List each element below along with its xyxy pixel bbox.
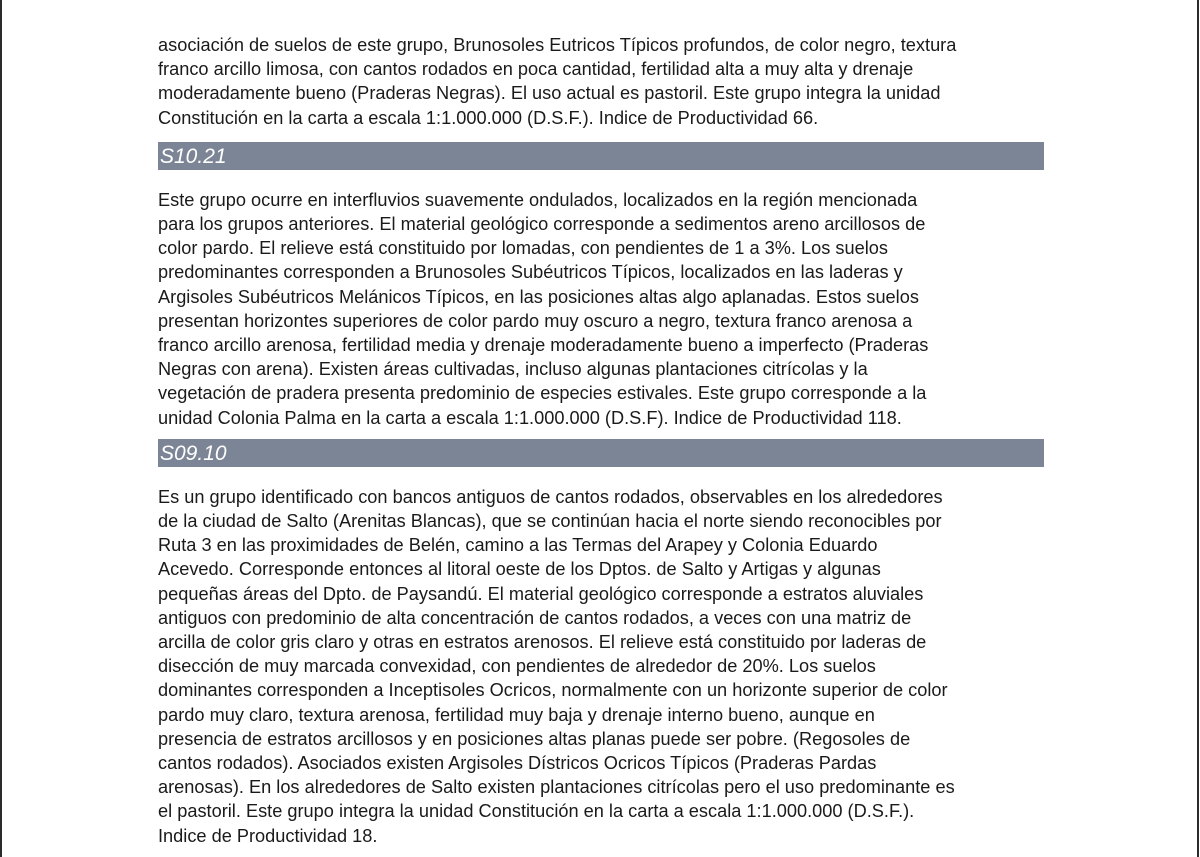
paragraph-s1021: Este grupo ocurre en interfluvios suavemente ondulados, localizados en la región mencionada para los grupos anteriores. El material geológico corresponde a sedimentos areno arcillosos de color pardo. El relieve está constituido por lomadas, con pendientes de 1 a 3%. Los suelos predominantes corresponden a Brunosoles Subéutricos Típicos, localizados en las laderas y Argisoles Subéutricos Melánicos Típicos, en las posiciones altas algo aplanadas. Estos suelos presentan horizontes superiores de color pardo muy oscuro a negro, textura franco arenosa a franco arcillo arenosa, fertilidad media y drenaje moderadamente bueno a imperfecto (Praderas Negras con arena). Existen áreas cultivadas, incluso algunas plantaciones citrícolas y la vegetación de pradera presenta predominio de especies estivales. Este grupo corresponde a la unidad Colonia Palma en la carta a escala 1:1.000.000 (D.S.F). Indice de Productividad 118.	[158, 189, 929, 428]
paragraph-intro: asociación de suelos de este grupo, Brunosoles Eutricos Típicos profundos, de color negro, textura franco arcillo limosa, con cantos rodados en poca cantidad, fertilidad alta a muy alta y drenaje moderadamente bueno (Praderas Negras). El uso actual es pastoril. Este grupo integra la unidad Constitución en la carta a escala 1:1.000.000 (D.S.F.). Indice de Productividad 66.	[158, 35, 957, 128]
section-heading-s0910: S09.10	[158, 439, 1044, 467]
paragraph-s0910: Es un grupo identificado con bancos antiguos de cantos rodados, observables en los alrededores de la ciudad de Salto (Arenitas Blancas), que se continúan hacia el norte siendo reconocibles por Ruta 3 en las proximidades de Belén, camino a las Termas del Arapey y Colonia Eduardo Acevedo. Corresponde entonces al litoral oeste de los Dptos. de Salto y Artigas y algunas pequeñas áreas del Dpto. de Paysandú. El material geológico corresponde a estratos aluviales antiguos con predominio de alta concentración de cantos rodados, a veces con una matriz de arcilla de color gris claro y otras en estratos arenosos. El relieve está constituido por laderas de disección de muy marcada convexidad, con pendientes de alrededor de 20%. Los suelos dominantes corresponden a Inceptisoles Ocricos, normalmente con un horizonte superior de color pardo muy claro, textura arenosa, fertilidad muy baja y drenaje interno bueno, aunque en presencia de estratos arcillosos y en posiciones altas planas puede ser pobre. (Regosoles de cantos rodados). Asociados existen Argisoles Dístricos Ocricos Típicos (Praderas Pardas arenosas). En los alrededores de Salto existen plantaciones citrícolas pero el uso predominante es el pastoril. Este grupo integra la unidad Constitución en la carta a escala 1:1.000.000 (D.S.F.). Indice de Productividad 18.	[158, 486, 955, 846]
page-border-left	[0, 0, 2, 857]
document-page	[158, 0, 1044, 848]
section-heading-s1021: S10.21	[158, 142, 1044, 170]
page-border-right	[1197, 0, 1199, 857]
